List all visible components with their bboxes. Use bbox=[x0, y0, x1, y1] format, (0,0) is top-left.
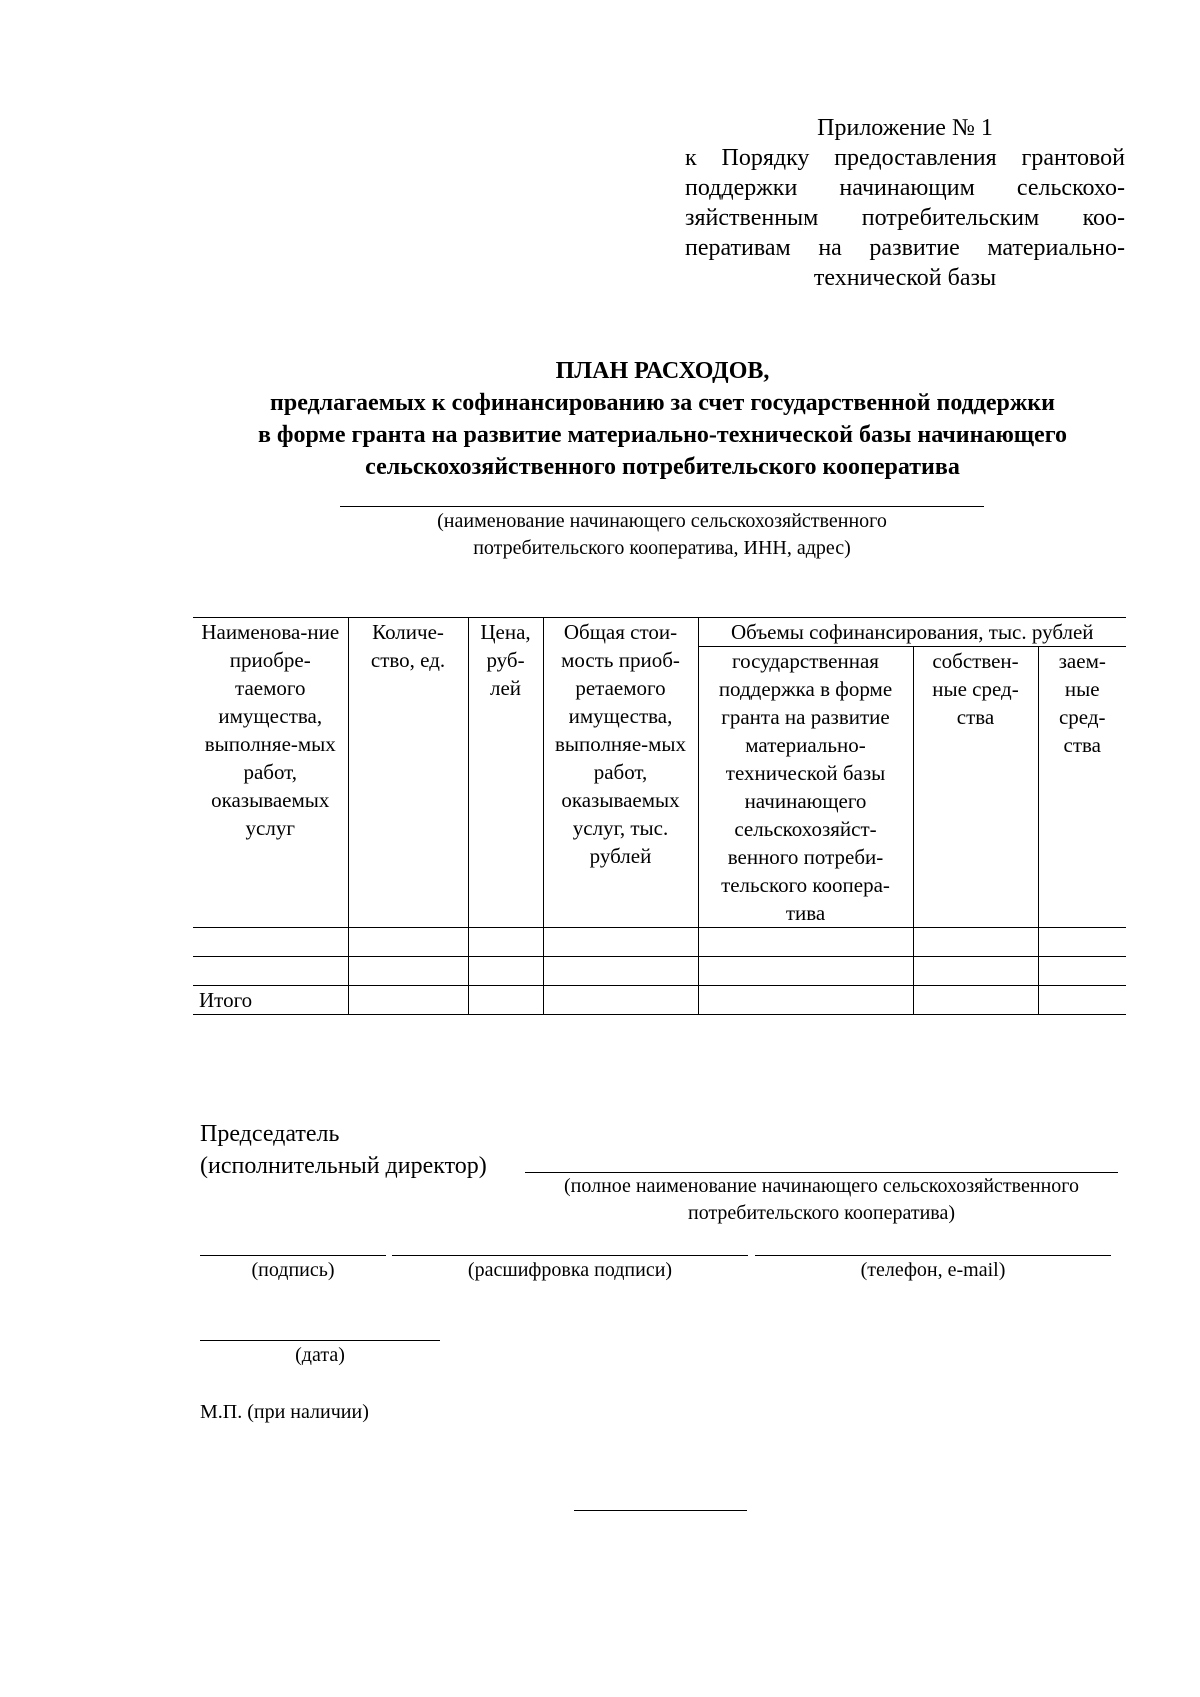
table-row bbox=[193, 957, 1126, 986]
table-cell[interactable] bbox=[193, 928, 348, 957]
chairman-label bbox=[200, 1118, 487, 1182]
total-row bbox=[193, 986, 1126, 1015]
table-cell[interactable] bbox=[698, 986, 913, 1015]
header-own-funds: собствен-ные сред-ства bbox=[913, 647, 1038, 928]
signature-caption: (подпись) bbox=[251, 1259, 335, 1281]
table-cell[interactable] bbox=[913, 928, 1038, 957]
table-cell[interactable] bbox=[1038, 957, 1126, 986]
signature-field-line[interactable] bbox=[200, 1255, 386, 1256]
signature-decode-caption: (расшифровка подписи) bbox=[467, 1259, 673, 1281]
table-cell[interactable] bbox=[698, 957, 913, 986]
table-cell[interactable] bbox=[913, 957, 1038, 986]
total-label: Итого bbox=[193, 986, 348, 1015]
header-state-support: государственная поддержка в форме гранта на развитие материально-технической базы начинающего сельскохозяйст-венного потреби-тельского коопера-тива bbox=[698, 647, 913, 928]
table-cell[interactable] bbox=[468, 986, 543, 1015]
coop-name-caption-line-2: потребительского кооператива, ИНН, адрес) bbox=[473, 537, 851, 559]
annex-line-1: к Порядку предоставления грантовой bbox=[685, 145, 1125, 171]
table-cell[interactable] bbox=[543, 957, 698, 986]
table-cell[interactable] bbox=[1038, 986, 1126, 1015]
coop-full-name-caption-line-2: потребительского кооператива) bbox=[688, 1202, 955, 1224]
contact-caption: (телефон, e-mail) bbox=[860, 1259, 1006, 1281]
header-item-name: Наименова-ние приобре-таемого имущества, выполняе-мых работ, оказываемых услуг bbox=[193, 618, 348, 928]
table-cell[interactable] bbox=[543, 986, 698, 1015]
coop-full-name-caption bbox=[525, 1173, 1118, 1227]
contact-field-line[interactable] bbox=[755, 1255, 1111, 1256]
title-line-1: предлагаемых к софинансированию за счет государственной поддержки bbox=[270, 390, 1055, 416]
annex-number: Приложение № 1 bbox=[817, 115, 993, 141]
table-cell[interactable] bbox=[468, 957, 543, 986]
header-cofinancing-group: Объемы софинансирования, тыс. рублей bbox=[698, 618, 1126, 647]
chairman-label-line-2: (исполнительный директор) bbox=[200, 1153, 487, 1179]
table-cell[interactable] bbox=[348, 928, 468, 957]
annex-block bbox=[685, 113, 1125, 293]
table-cell[interactable] bbox=[348, 957, 468, 986]
date-field-line[interactable] bbox=[200, 1340, 440, 1341]
table-cell[interactable] bbox=[1038, 928, 1126, 957]
table-cell[interactable] bbox=[348, 986, 468, 1015]
title-main: ПЛАН РАСХОДОВ, bbox=[555, 358, 770, 384]
header-quantity: Количе-ство, ед. bbox=[348, 618, 468, 928]
table-cell[interactable] bbox=[543, 928, 698, 957]
annex-line-3: зяйственным потребительским коо- bbox=[685, 205, 1125, 231]
coop-name-field-line[interactable] bbox=[340, 506, 984, 507]
table-cell[interactable] bbox=[913, 986, 1038, 1015]
table-row bbox=[193, 928, 1126, 957]
coop-full-name-caption-line-1: (полное наименование начинающего сельскохозяйственного bbox=[564, 1175, 1079, 1197]
header-borrowed-funds: заем-ные сред-ства bbox=[1038, 647, 1126, 928]
expense-table bbox=[193, 617, 1126, 1015]
title-line-3: сельскохозяйственного потребительского кооператива bbox=[365, 454, 960, 480]
header-price: Цена, руб-лей bbox=[468, 618, 543, 928]
title-line-2: в форме гранта на развитие материально-технической базы начинающего bbox=[257, 422, 1068, 448]
document-title bbox=[150, 355, 1175, 483]
table-cell[interactable] bbox=[698, 928, 913, 957]
footer-divider bbox=[574, 1510, 747, 1511]
table-cell[interactable] bbox=[193, 957, 348, 986]
coop-name-caption bbox=[340, 508, 984, 562]
stamp-label: М.П. (при наличии) bbox=[200, 1401, 369, 1423]
annex-line-5: технической базы bbox=[813, 265, 997, 291]
header-total-cost: Общая стои-мость приоб-ретаемого имущества, выполняе-мых работ, оказываемых услуг, тыс. рублей bbox=[543, 618, 698, 928]
table-cell[interactable] bbox=[468, 928, 543, 957]
date-caption: (дата) bbox=[295, 1344, 345, 1366]
signature-decode-field-line[interactable] bbox=[392, 1255, 748, 1256]
coop-name-caption-line-1: (наименование начинающего сельскохозяйственного bbox=[437, 510, 887, 532]
annex-line-4: перативам на развитие материально- bbox=[685, 235, 1125, 261]
chairman-label-line-1: Председатель bbox=[200, 1121, 340, 1147]
annex-line-2: поддержки начинающим сельскохо- bbox=[685, 175, 1125, 201]
